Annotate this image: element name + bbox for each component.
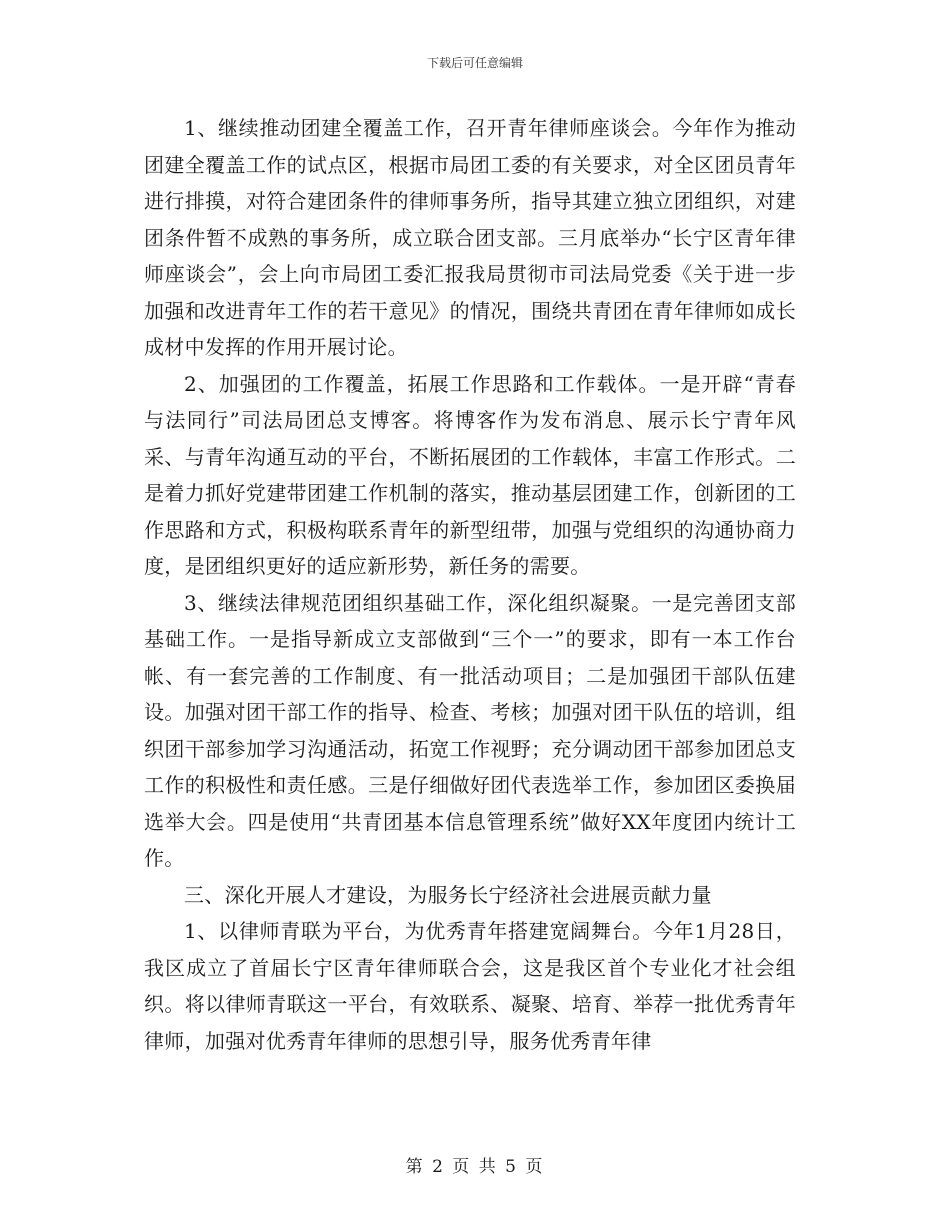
header-note: 下载后可任意编辑: [426, 56, 523, 70]
paragraph-team-building-coverage: 1、继续推动团建全覆盖工作，召开青年律师座谈会。今年作为推动团建全覆盖工作的试点区，根据市局团工委的有关要求，对全区团员青年进行排摸，对符合建团条件的律师事务所，指导其建立独立团组织，对建团条件暂不成熟的事务所，成立联合团支部。三月底举办“长宁区青年律师座谈会”，会上向市局团工委汇报我局贯彻市司法局党委《关于进一步加强和改进青年工作的若干意见》的情况，围绕共青团在青年律师如成长成材中发挥的作用开展讨论。: [144, 116, 796, 359]
section-heading-talent-building: 三、深化开展人才建设，为服务长宁经济社会进展贡献力量: [184, 882, 712, 907]
paragraph-work-coverage: 2、加强团的工作覆盖，拓展工作思路和工作载体。一是开辟“青春与法同行”司法局团总支博客。将博客作为发布消息、展示长宁青年风采、与青年沟通互动的平台，不断拓展团的工作载体，丰富工作形式。二是着力抓好党建带团建工作机制的落实，推动基层团建工作，创新团的工作思路和方式，积极构联系青年的新型纽带，加强与党组织的沟通协商力度，是团组织更好的适应新形势，新任务的需要。: [144, 371, 796, 578]
paragraph-lawyer-youth-federation: 1、以律师青联为平台，为优秀青年搭建宽阔舞台。今年1月28日，我区成立了首届长宁区青年律师联合会，这是我区首个专业化才社会组织。将以律师青联这一平台，有效联系、凝聚、培育、举荐一批优秀青年律师，加强对优秀青年律师的思想引导，服务优秀青年律: [144, 919, 796, 1053]
page-number-footer: 第 2 页 共 5 页: [405, 1157, 545, 1177]
paragraph-organization-basics: 3、继续法律规范团组织基础工作，深化组织凝聚。一是完善团支部基础工作。一是指导新成立支部做到“三个一”的要求，即有一本工作台帐、有一套完善的工作制度、有一批活动项目；二是加强团干部队伍建设。加强对团干部工作的指导、检查、考核；加强对团干队伍的培训，组织团干部参加学习沟通活动，拓宽工作视野；充分调动团干部参加团总支工作的积极性和责任感。三是仔细做好团代表选举工作，参加团区委换届选举大会。四是使用“共青团基本信息管理系统”做好XX年度团内统计工作。: [144, 590, 796, 870]
document-body: [144, 110, 796, 1059]
